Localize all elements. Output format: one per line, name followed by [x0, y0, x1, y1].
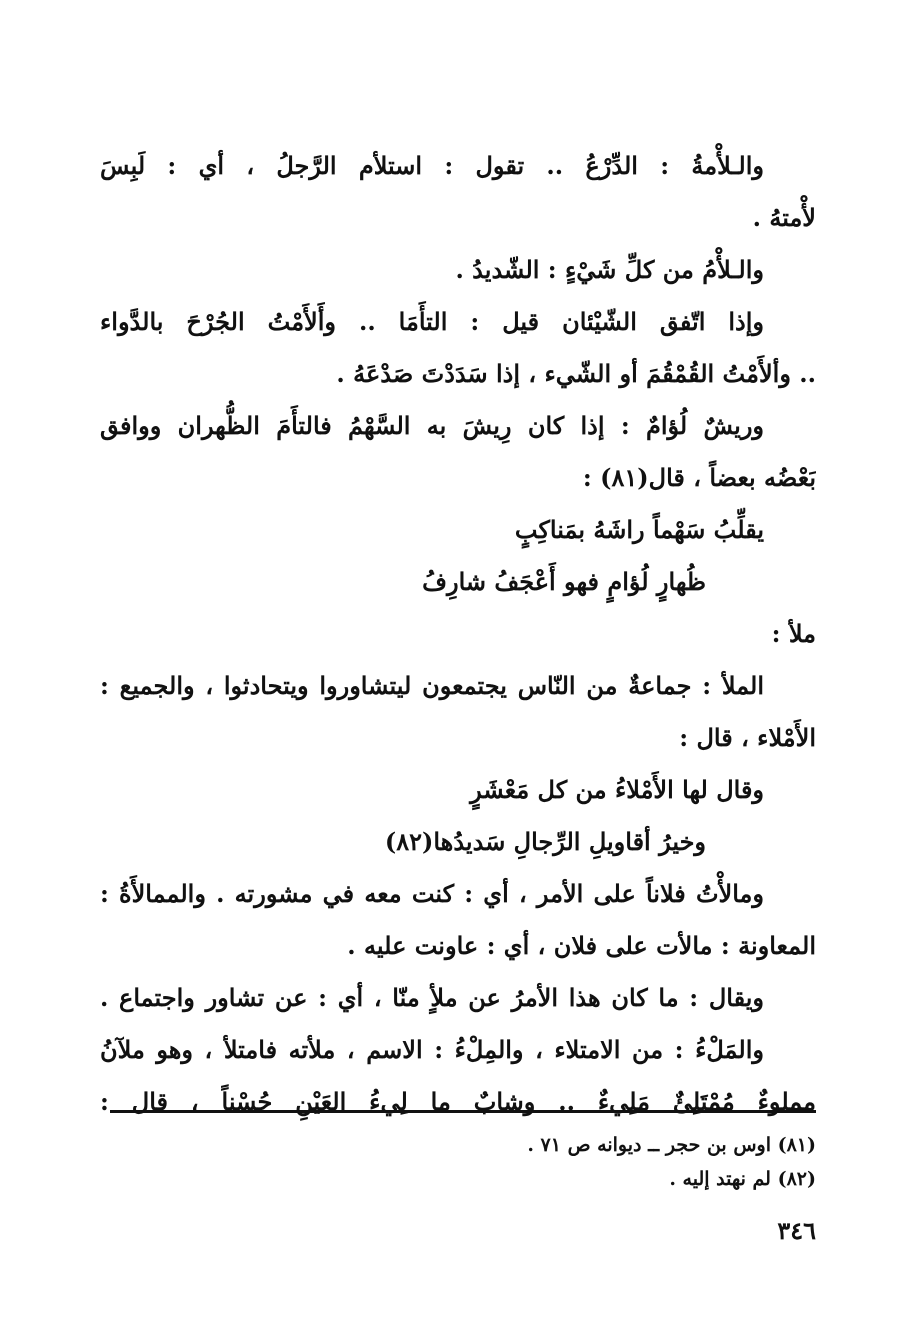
- text-line: والـلأْمةُ : الدِّرْعُ .. تقول : استلأم الرَّجلُ ، أي : لَبِسَ: [100, 151, 764, 180]
- page-number: ٣٤٦: [777, 1216, 816, 1245]
- footnotes: [110, 1128, 816, 1196]
- footnote: (٨٢) لم نهتد إليه .: [669, 1168, 816, 1190]
- page-body: [100, 140, 816, 1128]
- verse-line: يقلِّبُ سَهْماً راشَهُ بمَناكِبٍ: [514, 515, 764, 544]
- verse-line: وقال لها الأَمْلاءُ من كل مَعْشَرٍ: [470, 775, 764, 804]
- footnote: (٨١) اوس بن حجر ــ ديوانه ص ٧١ .: [527, 1134, 816, 1156]
- text-line: ويقال : ما كان هذا الأمرُ عن ملأٍ منّا ، أي : عن تشاور واجتماع .: [100, 983, 764, 1012]
- verse-line: ظُهارٍ لُؤامٍ فهو أَعْجَفُ شارِفُ: [422, 567, 706, 596]
- text-line: مملوءٌ مُمْتَلِئٌ مَلِيءٌ .. وشابٌ ما لِيءُ العَيْنِ حُسْناً ، قال :: [100, 1087, 816, 1116]
- text-line: والـلأْمُ من كلِّ شَيْءٍ : الشّديدُ .: [455, 255, 764, 284]
- text-line: وإذا اتّفق الشّيْئان قيل : التأَمَا .. وأَلأَمْتُ الجُرْحَ بالدَّواء: [100, 307, 764, 336]
- text-line: الملأ : جماعةٌ من النّاس يجتمعون ليتشاوروا ويتحادثوا ، والجميع :: [100, 671, 764, 700]
- footnote-divider: [110, 1110, 816, 1113]
- text-line: لأْمتهُ .: [752, 203, 816, 232]
- text-line: المعاونة : مالأت على فلان ، أي : عاونت عليه .: [347, 931, 816, 960]
- verse-line: وخيرُ أقاويلِ الرِّجالِ سَديدُها(٨٢): [384, 827, 706, 856]
- entry-heading: ملأ :: [771, 619, 816, 648]
- text-line: والمَلْءُ : من الامتلاء ، والمِلْءُ : الاسم ، ملأته فامتلأ ، وهو ملآنُ: [100, 1035, 764, 1064]
- text-line: .. وألأَمْتُ القُمْقُمَ أو الشّيء ، إذا سَدَدْتَ صَدْعَهُ .: [336, 359, 816, 388]
- text-line: الأَمْلاء ، قال :: [679, 723, 816, 752]
- text-line: ومالأْتُ فلاناً على الأمر ، أي : كنت معه في مشورته . والممالأَةُ :: [100, 879, 764, 908]
- text-line: وريشٌ لُؤامٌ : إذا كان رِيشَ به السَّهْمُ فالتأَمَ الظُّهران ووافق: [100, 411, 764, 440]
- text-line: بَعْضُه بعضاً ، قال(٨١) :: [582, 463, 816, 492]
